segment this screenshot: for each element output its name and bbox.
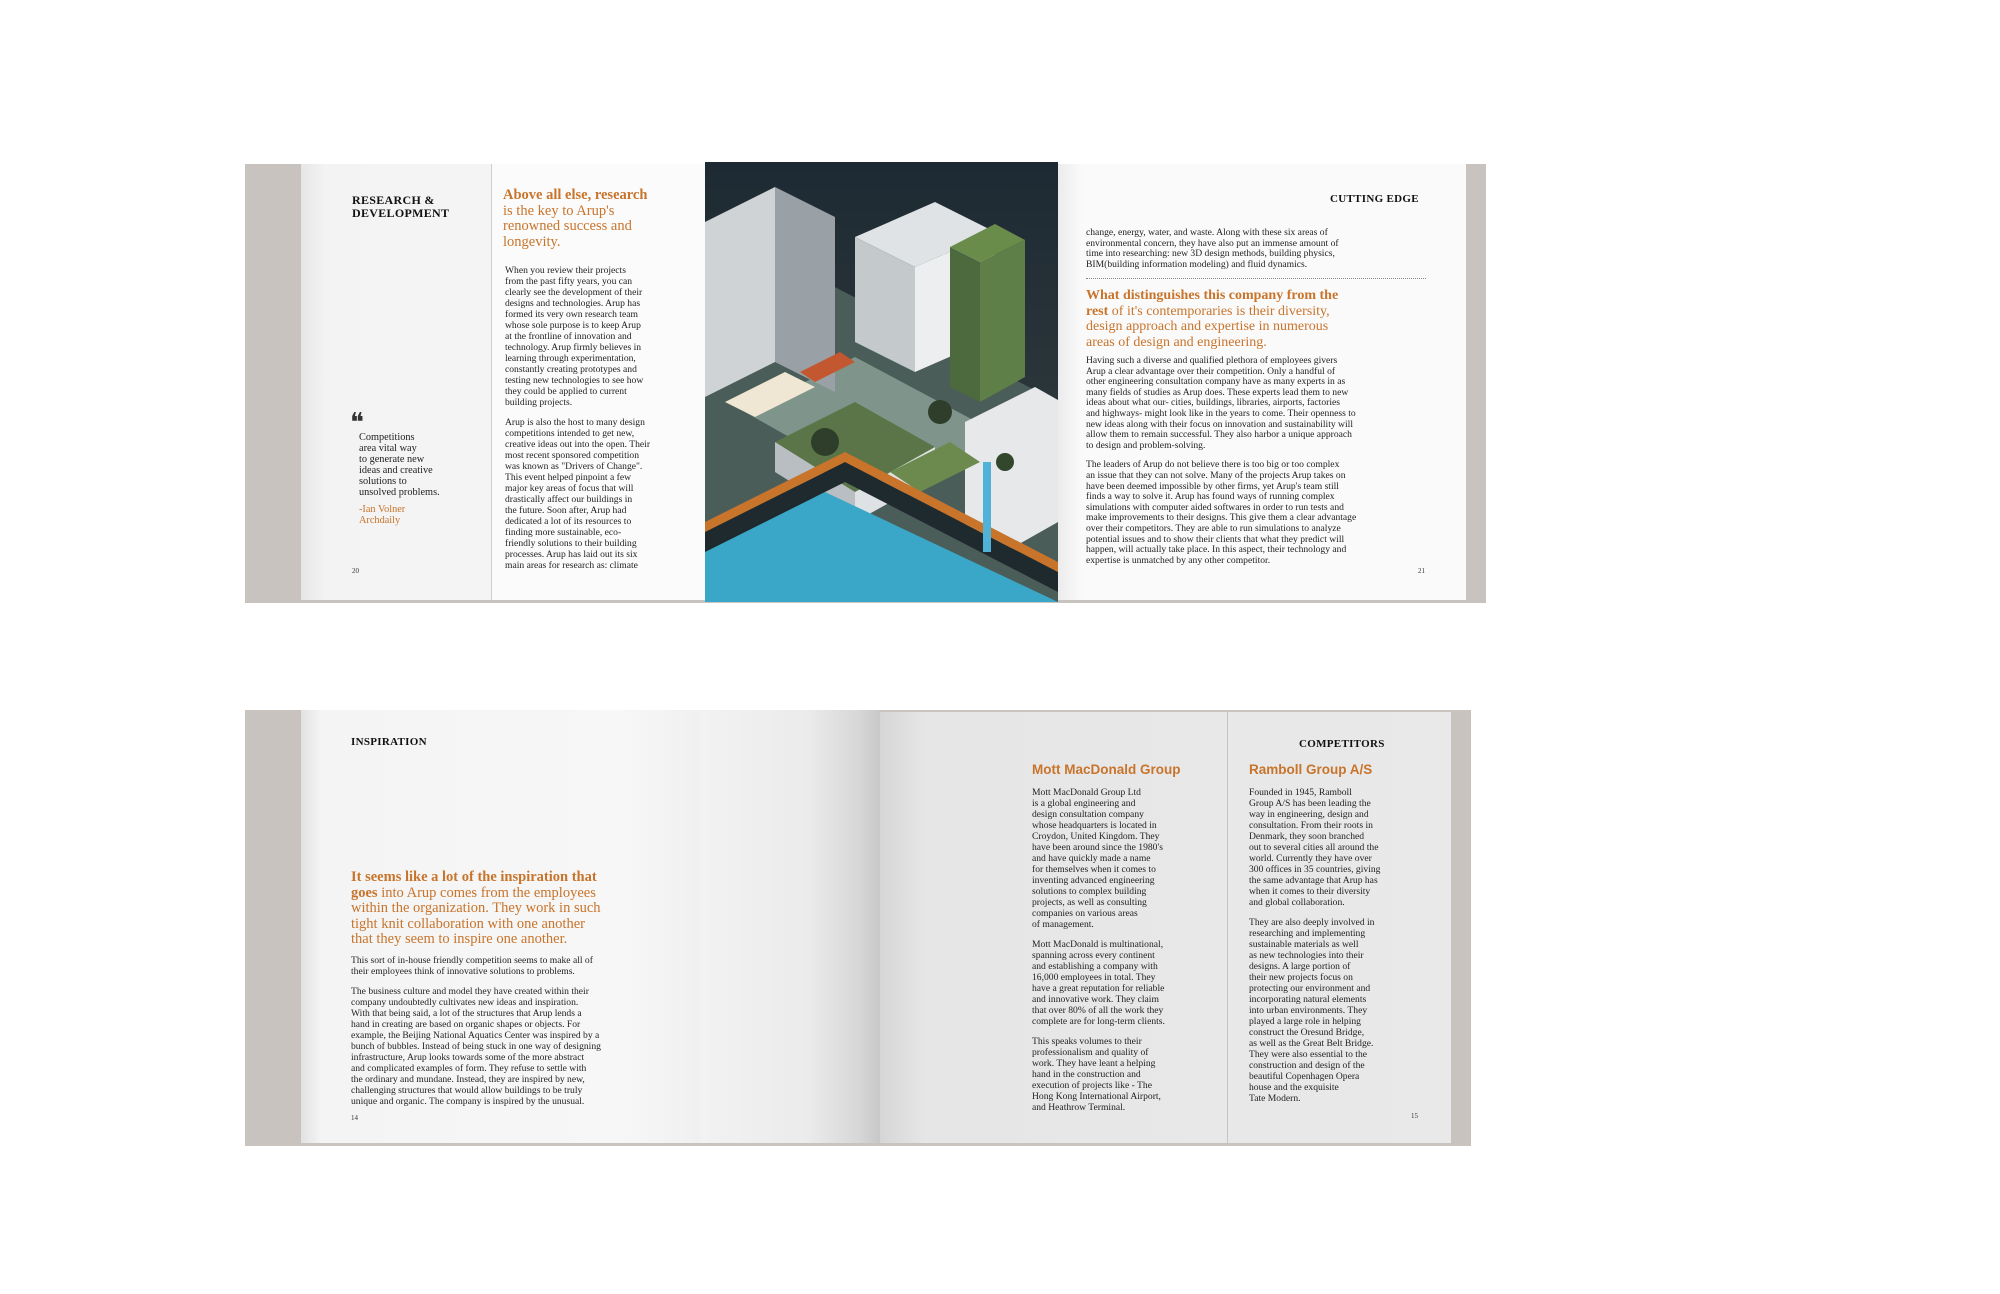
text-line: complete are for long-term clients.: [1032, 1016, 1165, 1027]
text-line: The business culture and model they have created within their: [351, 986, 589, 997]
text-line: Mott MacDonald is multinational,: [1032, 939, 1164, 950]
text-line: most recent sponsored competition: [505, 450, 640, 461]
quote-mark-icon: ❝: [350, 408, 364, 437]
section-label-cutting-edge: CUTTING EDGE: [1330, 193, 1419, 205]
text-line: is a global engineering and: [1032, 798, 1136, 809]
text-line: expertise is unmatched by any other competitor.: [1086, 554, 1271, 566]
text-line: professionalism and quality of: [1032, 1047, 1149, 1058]
text-line: incorporating natural elements: [1249, 994, 1367, 1005]
text-line: whose headquarters is located in: [1032, 820, 1157, 831]
text-line: when it comes to their diversity: [1249, 886, 1371, 897]
text-line: Arup a clear advantage over their competition. Only a handful of: [1086, 365, 1336, 377]
text-line: Arup is also the host to many design: [505, 417, 645, 428]
text-line: friendly solutions to their building: [505, 538, 637, 549]
headline-rest: of it's contemporaries is their diversity,: [1108, 303, 1330, 319]
headline-bold: Above all else, research: [503, 187, 648, 203]
page-number-14: 14: [351, 1114, 358, 1122]
text-line: consultation. From their roots in: [1249, 820, 1373, 831]
text-line: for themselves when it comes to: [1032, 864, 1156, 875]
paragraph: [1086, 460, 1458, 566]
text-line: building projects.: [505, 397, 573, 408]
text-line: that they seem to inspire one another.: [351, 931, 568, 947]
text-line: spanning across every continent: [1032, 950, 1155, 961]
text-line: beautiful Copenhagen Opera: [1249, 1071, 1360, 1082]
text-line: design approach and expertise in numerous: [1086, 319, 1329, 334]
headline-bold-2: rest: [1086, 303, 1109, 319]
text-line: protecting our environment and: [1249, 983, 1371, 994]
text-line: and global collaboration.: [1249, 897, 1345, 908]
gutter: [700, 710, 880, 1143]
text-line: 300 offices in 35 countries, giving: [1249, 864, 1381, 875]
text-line: designs and technologies. Arup has: [505, 298, 641, 309]
text-line: hand in creating are based on organic shapes or objects. For: [351, 1019, 581, 1030]
text-line: area vital way: [359, 443, 417, 454]
text-line: an issue that they can not solve. Many of the projects Arup takes on: [1086, 469, 1346, 481]
paragraph: [505, 417, 705, 571]
text-line: and Heathrow Terminal.: [1032, 1102, 1126, 1113]
text-line: bunch of bubbles. Instead of being stuck in one way of designing: [351, 1041, 601, 1052]
text-line: technology. Arup firmly believes in: [505, 342, 642, 353]
text-line: environmental concern, they have also put an immense amount of: [1086, 237, 1339, 249]
text-line: to generate new: [359, 454, 425, 465]
text-line: unique and organic. The company is inspired by the unusual.: [351, 1096, 585, 1107]
text-line: and innovative work. They claim: [1032, 994, 1159, 1005]
text-line: new ideas along with their focus on innovation and sustainability will: [1086, 418, 1353, 430]
text-line: formed its very own research team: [505, 309, 638, 320]
paragraph: [1032, 787, 1222, 930]
label-line-1: RESEARCH &: [352, 193, 435, 207]
text-line: simulations with computer aided softwares in order to run tests and: [1086, 501, 1344, 513]
text-line: designs. A large portion of: [1249, 961, 1351, 972]
ramboll-title: Ramboll Group A/S: [1249, 762, 1373, 777]
text-line: within the organization. They work in such: [351, 900, 601, 916]
text-line: allow them to remain successful. They also harbor a unique approach: [1086, 429, 1352, 441]
text-line: testing new technologies to see how: [505, 375, 644, 386]
text-line: challenging structures that would allow buildings to be truly: [351, 1085, 583, 1096]
text-line: infrastructure, Arup looks towards some of the more abstract: [351, 1052, 585, 1063]
text-line: Having such a diverse and qualified plethora of employees givers: [1086, 355, 1338, 366]
text-line: longevity.: [503, 233, 561, 250]
text-line: many fields of studies as Arup does. These experts lead them to new: [1086, 386, 1349, 398]
paragraph: [1032, 939, 1222, 1027]
text-line: sustainable materials as well: [1249, 939, 1359, 950]
text-line: ideas and creative: [359, 465, 433, 476]
text-line: construction and design of the: [1249, 1060, 1365, 1071]
text-line: finding more sustainable, eco-: [505, 527, 622, 538]
text-line: Tate Modern.: [1249, 1093, 1301, 1104]
text-line: -Ian Volner: [359, 504, 406, 515]
text-line: When you review their projects: [505, 265, 626, 276]
text-line: execution of projects like - The: [1032, 1080, 1152, 1091]
text-line: have been around since the 1980's: [1032, 842, 1163, 853]
label-line-2: DEVELOPMENT: [352, 206, 450, 220]
text-line: was known as "Drivers of Change".: [505, 461, 643, 472]
text-line: they could be applied to current: [505, 386, 627, 397]
paragraph: [351, 955, 691, 977]
paragraph: [505, 265, 705, 408]
page-number-20: 20: [352, 567, 359, 575]
text-line: time into researching: new 3D design methods, building physics,: [1086, 248, 1335, 260]
text-line: of management.: [1032, 919, 1094, 930]
text-line: Denmark, they soon branched: [1249, 831, 1365, 842]
article-text-page-20: [505, 265, 705, 580]
text-line: way in engineering, design and: [1249, 809, 1369, 820]
city-illustration: [705, 162, 1058, 602]
text-line: world. Currently they have over: [1249, 853, 1372, 864]
paragraph: [1086, 228, 1458, 270]
text-line: competitions intended to get new,: [505, 428, 635, 439]
text-line: main areas for research as: climate: [505, 560, 638, 571]
text-line: as well as the Great Belt Bridge.: [1249, 1038, 1374, 1049]
text-line: the same advantage that Arup has: [1249, 875, 1378, 886]
text-line: have been deemed impossible by other firms, yet Arup's team still: [1086, 480, 1339, 492]
text-line: is the key to Arup's: [503, 202, 615, 219]
dotted-divider: [1086, 278, 1426, 279]
text-line: learning through experimentation,: [505, 353, 636, 364]
headline-inspiration: [351, 870, 691, 948]
pull-quote: [359, 432, 440, 526]
mott-macdonald-text: [1032, 787, 1222, 1122]
article-text-page-21-b: [1086, 356, 1458, 575]
text-line: ideas about what our- cities, buildings, libraries, airports, factories: [1086, 397, 1340, 409]
text-line: 16,000 employees in total. They: [1032, 972, 1156, 983]
text-line: tight knit collaboration with one another: [351, 915, 585, 932]
text-line: Competitions: [359, 432, 415, 443]
text-line: With that being said, a lot of the structures that Arup lends a: [351, 1008, 582, 1019]
text-line: over their competitors. They are able to run simulations to analyze: [1086, 522, 1341, 534]
text-line: This event helped pinpoint a few: [505, 472, 632, 483]
text-line: researching and implementing: [1249, 928, 1366, 939]
text-line: constantly creating prototypes and: [505, 364, 637, 375]
text-line: that over 80% of all the work they: [1032, 1005, 1164, 1016]
headline-bold-2: goes: [351, 884, 378, 901]
page-number-15: 15: [1411, 1112, 1418, 1120]
text-line: their employees think of innovative solutions to problems.: [351, 966, 575, 977]
text-line: the future. Soon after, Arup had: [505, 505, 627, 516]
paragraph: [1249, 917, 1439, 1104]
text-line: finds a way to solve it. Arup has found ways of running complex: [1086, 491, 1335, 503]
text-line: their new projects focus on: [1249, 972, 1353, 983]
text-line: The leaders of Arup do not believe there is too big or too complex: [1086, 459, 1340, 471]
text-line: and establishing a company with: [1032, 961, 1158, 972]
text-line: have a great reputation for reliable: [1032, 983, 1165, 994]
text-line: whose sole purpose is to keep Arup: [505, 320, 641, 331]
text-line: hand in the construction and: [1032, 1069, 1141, 1080]
column-divider: [1227, 712, 1228, 1143]
text-line: BIM(building information modeling) and fluid dynamics.: [1086, 258, 1308, 270]
text-line: and have quickly made a name: [1032, 853, 1151, 864]
headline-distinguishes: [1086, 288, 1458, 350]
text-line: as new technologies into their: [1249, 950, 1364, 961]
text-line: to design and problem-solving.: [1086, 439, 1206, 451]
text-line: Group A/S has been leading the: [1249, 798, 1371, 809]
text-line: Hong Kong International Airport,: [1032, 1091, 1161, 1102]
page-number-21: 21: [1418, 567, 1425, 575]
text-line: They were also essential to the: [1249, 1049, 1368, 1060]
paragraph: [1249, 787, 1439, 908]
text-line: companies on various areas: [1032, 908, 1138, 919]
text-line: and highways- might look like in the years to come. Their openness to: [1086, 407, 1356, 419]
text-line: into urban environments. They: [1249, 1005, 1368, 1016]
ramboll-text: [1249, 787, 1439, 1113]
text-line: drastically affect our buildings in: [505, 494, 633, 505]
paragraph: [1086, 356, 1458, 451]
text-line: construct the Oresund Bridge,: [1249, 1027, 1365, 1038]
article-text-page-14: [351, 955, 691, 1116]
text-line: major key areas of focus that will: [505, 483, 634, 494]
text-line: solutions to: [359, 476, 407, 487]
text-line: out to several cities all around the: [1249, 842, 1379, 853]
text-line: Croydon, United Kingdom. They: [1032, 831, 1160, 842]
text-line: Mott MacDonald Group Ltd: [1032, 787, 1141, 798]
text-line: from the past fifty years, you can: [505, 276, 633, 287]
text-line: They are also deeply involved in: [1249, 917, 1375, 928]
paragraph: [1032, 1036, 1222, 1113]
headline-bold: It seems like a lot of the inspiration that: [351, 869, 597, 885]
text-line: at the frontline of innovation and: [505, 331, 632, 342]
text-line: work. They have leant a helping: [1032, 1058, 1156, 1069]
article-text-page-21: [1086, 228, 1458, 279]
text-line: processes. Arup has laid out its six: [505, 549, 638, 560]
text-line: happen, will actually take place. In this aspect, their technology and: [1086, 544, 1347, 556]
text-line: the ordinary and mundane. Instead, they are inspired by new,: [351, 1074, 585, 1085]
headline-bold: What distinguishes this company from the: [1086, 288, 1339, 303]
text-line: areas of design and engineering.: [1086, 334, 1267, 350]
text-line: Archdaily: [359, 515, 401, 526]
headline-research: [503, 188, 713, 250]
section-label-inspiration: INSPIRATION: [351, 736, 427, 748]
headline-rest: into Arup comes from the employees: [377, 884, 596, 901]
text-line: solutions to complex building: [1032, 886, 1147, 897]
text-line: change, energy, water, and waste. Along with these six areas of: [1086, 227, 1328, 238]
mott-macdonald-title: Mott MacDonald Group: [1032, 762, 1181, 777]
text-line: potential issues and to show their clients that what they predict will: [1086, 533, 1345, 545]
text-line: renowned success and: [503, 218, 632, 234]
text-line: clearly see the development of their: [505, 287, 643, 298]
text-line: design consultation company: [1032, 809, 1144, 820]
text-line: This sort of in-house friendly competition seems to make all of: [351, 955, 593, 966]
text-line: dedicated a lot of its resources to: [505, 516, 632, 527]
text-line: played a large role in helping: [1249, 1016, 1361, 1027]
text-line: unsolved problems.: [359, 487, 440, 498]
text-line: creative ideas out into the open. Their: [505, 439, 651, 450]
paragraph: [351, 986, 691, 1107]
isometric-city-svg: [705, 162, 1058, 602]
text-line: and complicated examples of form. They refuse to settle with: [351, 1063, 587, 1074]
text-line: other engineering consultation company have as many experts in as: [1086, 376, 1346, 388]
text-line: projects, as well as consulting: [1032, 897, 1147, 908]
text-line: inventing advanced engineering: [1032, 875, 1155, 886]
section-label-competitors: COMPETITORS: [1299, 738, 1385, 750]
text-line: house and the exquisite: [1249, 1082, 1339, 1093]
text-line: make improvements to their designs. This give them a clear advantage: [1086, 512, 1357, 524]
text-line: company undoubtedly cultivates new ideas and inspiration.: [351, 997, 579, 1008]
text-line: example, the Beijing National Aquatics Center was inspired by a: [351, 1030, 600, 1041]
text-line: Founded in 1945, Ramboll: [1249, 787, 1352, 798]
text-line: This speaks volumes to their: [1032, 1036, 1142, 1047]
section-label-research: [352, 194, 449, 220]
